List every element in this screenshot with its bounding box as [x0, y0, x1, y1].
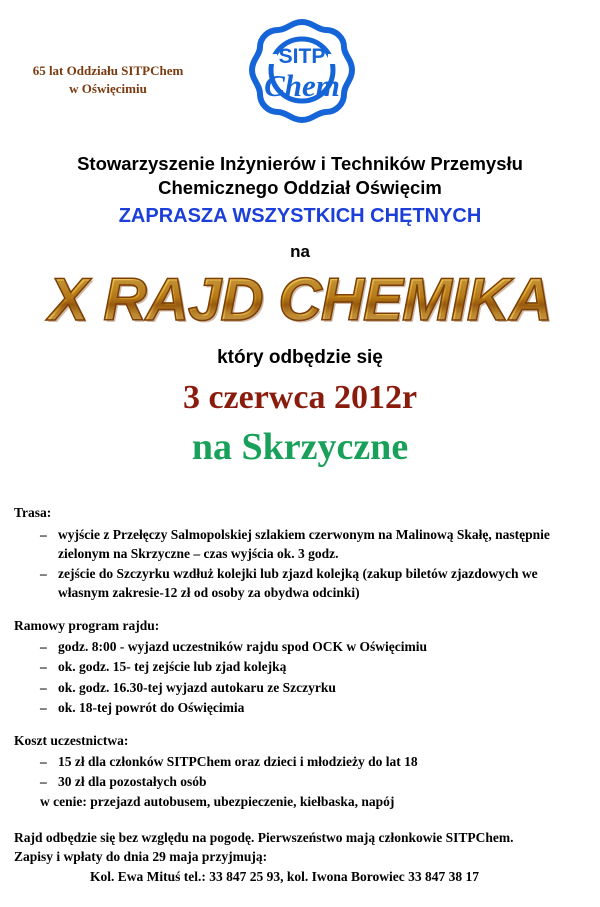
cost-title: Koszt uczestnictwa: — [14, 732, 129, 748]
bullet-dash-icon: – — [40, 565, 47, 581]
bullet-dash-icon: – — [40, 679, 47, 695]
event-place: na Skrzyczne — [191, 426, 409, 469]
bullet-dash-icon: – — [40, 699, 47, 715]
anniversary-text — [8, 62, 208, 97]
organization-title-line-2: Chemicznego Oddział Oświęcim — [158, 176, 442, 198]
list-item-text: 15 zł dla członków SITPChem oraz dzieci i młodzieży do lat 18 — [58, 754, 418, 770]
list-item-text: godz. 8:00 - wyjazd uczestników rajdu spod OCK w Oświęcimiu — [58, 639, 428, 655]
organization-title — [0, 152, 600, 199]
bullet-dash-icon: – — [40, 526, 47, 542]
invitation-line: ZAPRASZA WSZYSTKICH CHĘTNYCH — [118, 205, 482, 228]
poster-header — [0, 0, 600, 140]
list-item-text: ok. godz. 15- tej zejście lub zjad kolejką — [58, 659, 287, 675]
logo-text-sitp: SITP — [278, 45, 326, 68]
list-item — [40, 637, 586, 656]
cost-note: w cenie: przejazd autobusem, ubezpieczenie, kiełbaska, napój — [40, 794, 395, 810]
list-item — [40, 752, 586, 771]
footer-note — [14, 828, 586, 867]
logo-text-chem: Chem — [264, 68, 340, 103]
footer-note-line-1: Rajd odbędzie się bez względu na pogodę. Pierwszeństwo mają członkowie SITPChem. — [14, 829, 514, 845]
list-item — [40, 657, 586, 676]
spacer — [14, 603, 586, 616]
list-item-text: zejście do Szczyrku wzdłuż kolejki lub zjazd kolejką (zakup biletów zjazdowych we własnym zakresie-12 zł od osoby za obydwa odcinki) — [58, 565, 538, 600]
list-item-text: ok. 18-tej powrót do Oświęcimia — [58, 699, 245, 715]
list-item-text: 30 zł dla pozostałych osób — [58, 774, 207, 790]
event-headline: X RAJD CHEMIKA — [0, 268, 600, 331]
preposition-na: na — [290, 242, 310, 262]
footer-note-line-2: Zapisy i wpłaty do dnia 29 maja przyjmują: — [14, 849, 268, 865]
spacer — [14, 718, 586, 731]
list-item — [40, 698, 586, 717]
list-item — [40, 564, 586, 602]
event-subtitle: który odbędzie się — [217, 347, 383, 369]
event-details — [14, 503, 586, 811]
bullet-dash-icon: – — [40, 774, 47, 790]
list-item — [40, 525, 586, 563]
bullet-dash-icon: – — [40, 659, 47, 675]
program-title: Ramowy program rajdu: — [14, 618, 160, 634]
cost-list — [14, 752, 586, 791]
list-item-text: ok. godz. 16.30-tej wyjazd autokaru ze Szczyrku — [58, 679, 336, 695]
anniversary-line-2: w Oświęcimiu — [69, 80, 147, 96]
program-list — [14, 637, 586, 717]
sitpchem-logo — [240, 18, 365, 133]
route-title: Trasa: — [14, 505, 52, 521]
contact-line: Kol. Ewa Mituś tel.: 33 847 25 93, kol. Iwona Borowiec 33 847 38 17 — [90, 868, 479, 884]
list-item-text: wyjście z Przełęczy Salmopolskiej szlakiem czerwonym na Malinową Skałę, następnie zielonym na Skrzyczne – czas wyjścia ok. 3 godz. — [58, 526, 550, 561]
event-date: 3 czerwca 2012r — [182, 379, 418, 417]
bullet-dash-icon: – — [40, 754, 47, 770]
organization-title-line-1: Stowarzyszenie Inżynierów i Techników Przemysłu — [77, 153, 523, 174]
list-item — [40, 772, 586, 791]
bullet-dash-icon: – — [40, 639, 47, 655]
route-list — [14, 525, 586, 603]
list-item — [40, 678, 586, 697]
anniversary-line-1: 65 lat Oddziału SITPChem — [32, 63, 184, 78]
